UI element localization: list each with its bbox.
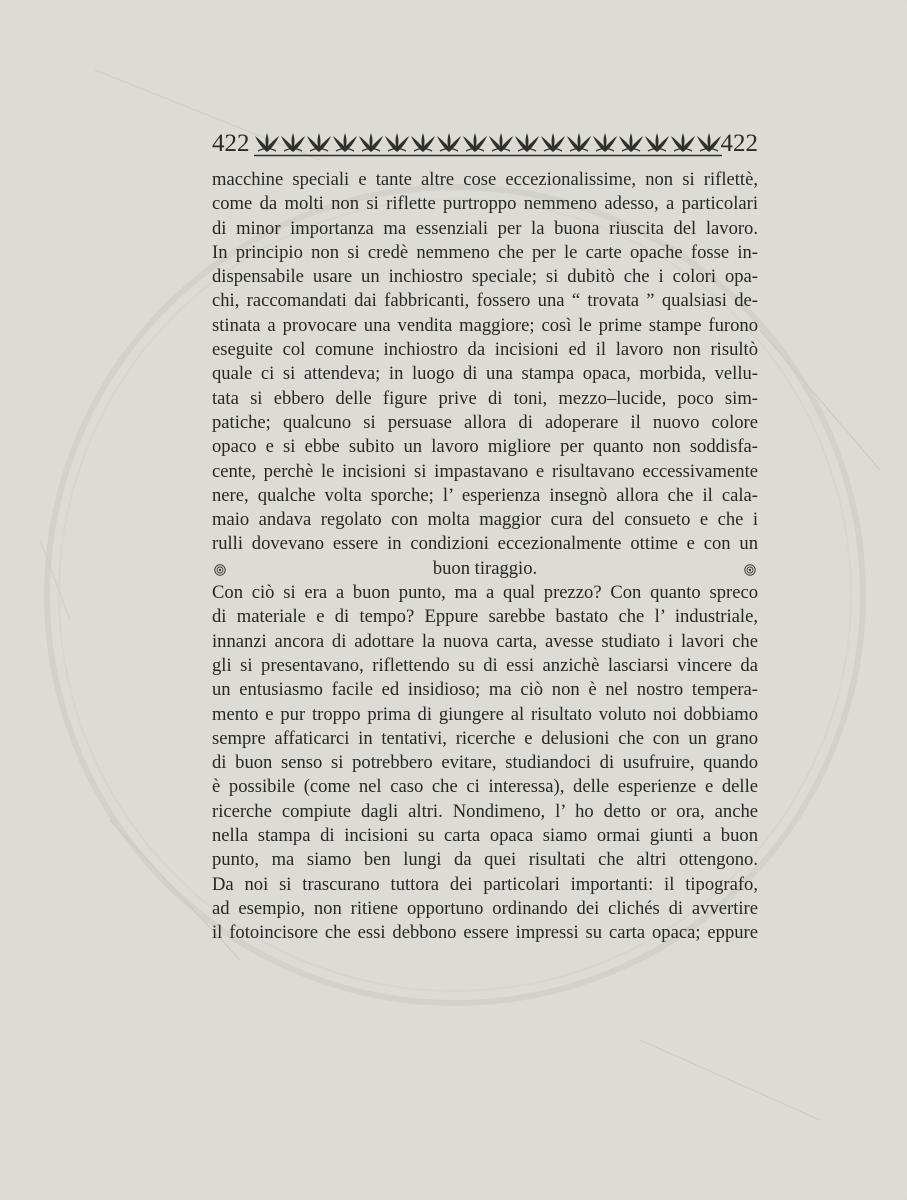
- text-line: mento e pur troppo prima di giungere al risultato voluto noi dobbiamo: [212, 703, 758, 725]
- text-line: il fotoincisore che essi debbono essere impressi su carta opaca; eppure: [212, 922, 758, 944]
- body-text: [212, 168, 758, 946]
- page-header: [212, 128, 758, 160]
- text-line: tata si ebbero delle figure prive di toni, mezzo–lucide, poco sim-: [212, 387, 758, 409]
- centered-line-text: buon tiraggio.: [432, 557, 538, 579]
- text-line: cente, perchè le incisioni si impastavano e risultavano eccessivamente: [212, 460, 758, 482]
- text-line: è possibile (come nel caso che ci interessa), delle esperienze e delle: [212, 776, 758, 798]
- text-line: come da molti non si riflette purtroppo nemmeno adesso, a particolari: [212, 193, 758, 215]
- text-line: innanzi ancora di adottare la nuova carta, avesse studiato i lavori che: [212, 630, 758, 652]
- paragraph-2: [212, 581, 758, 945]
- text-line: un entusiasmo facile ed insidioso; ma ciò non è nel nostro tempera-: [212, 679, 758, 701]
- text-line: ricerche compiute dagli altri. Nondimeno, l’ ho detto or ora, anche: [212, 800, 758, 822]
- text-line: di buon senso si potrebbero evitare, studiandoci di usufruire, quando: [212, 752, 758, 774]
- text-line: eseguite col comune inchiostro da incisioni ed il lavoro non risultò: [212, 339, 758, 361]
- text-line: nella stampa di incisioni su carta opaca siamo ormai giunti a buon: [212, 825, 758, 847]
- text-line: maio andava regolato con molta maggior cura del consueto e che i: [212, 509, 758, 531]
- text-line: di minor importanza ma essenziali per la buona riuscita del lavoro.: [212, 217, 758, 239]
- text-line: rulli dovevano essere in condizioni eccezionalmente ottime e con un: [212, 533, 758, 555]
- text-line: macchine speciali e tante altre cose eccezionalissime, non si riflettè,: [212, 169, 758, 190]
- rosette-icon: [744, 564, 756, 576]
- text-line: opaco e si ebbe subito un lavoro migliore per quanto non soddisfa-: [212, 436, 758, 458]
- text-line: quale ci si attendeva; in luogo di una stampa opaca, morbida, vellu-: [212, 363, 758, 385]
- text-line: ad esempio, non ritiene opportuno ordinando dei clichés di avvertire: [212, 897, 758, 919]
- text-line: Da noi si trascurano tuttora dei particolari importanti: il tipografo,: [212, 873, 758, 895]
- text-line: punto, ma siamo ben lungi da quei risultati che altri ottengono.: [212, 849, 758, 871]
- rosette-icon: [214, 564, 226, 576]
- text-line: nere, qualche volta sporche; l’ esperienza insegnò allora che il cala-: [212, 484, 758, 506]
- text-line: dispensabile usare un inchiostro speciale; si dubitò che i colori opa-: [212, 266, 758, 288]
- text-line: chi, raccomandati dai fabbricanti, fossero una “ trovata ” qualsiasi de-: [212, 290, 758, 312]
- text-line: gli si presentavano, riflettendo su di essi anzichè lasciarsi vincere da: [212, 654, 758, 676]
- text-line: patiche; qualcuno si persuase allora di adoperare il nuovo colore: [212, 411, 758, 433]
- text-line: Con ciò si era a buon punto, ma a qual prezzo? Con quanto spreco: [212, 582, 758, 604]
- lily-frieze-icon: [254, 131, 722, 157]
- page-number-left: 422: [212, 130, 250, 157]
- text-line: In principio non si credè nemmeno che per le carte opache fosse in-: [212, 241, 758, 263]
- text-line: stinata a provocare una vendita maggiore; così le prime stampe furono: [212, 314, 758, 336]
- text-line: di materiale e di tempo? Eppure sarebbe bastato che l’ industriale,: [212, 606, 758, 628]
- page-number-right: 422: [720, 130, 758, 157]
- paragraph-1: [212, 168, 758, 557]
- centered-line: [212, 557, 758, 581]
- text-line: sempre affaticarci in tentativi, ricerche e delusioni che con un grano: [212, 727, 758, 749]
